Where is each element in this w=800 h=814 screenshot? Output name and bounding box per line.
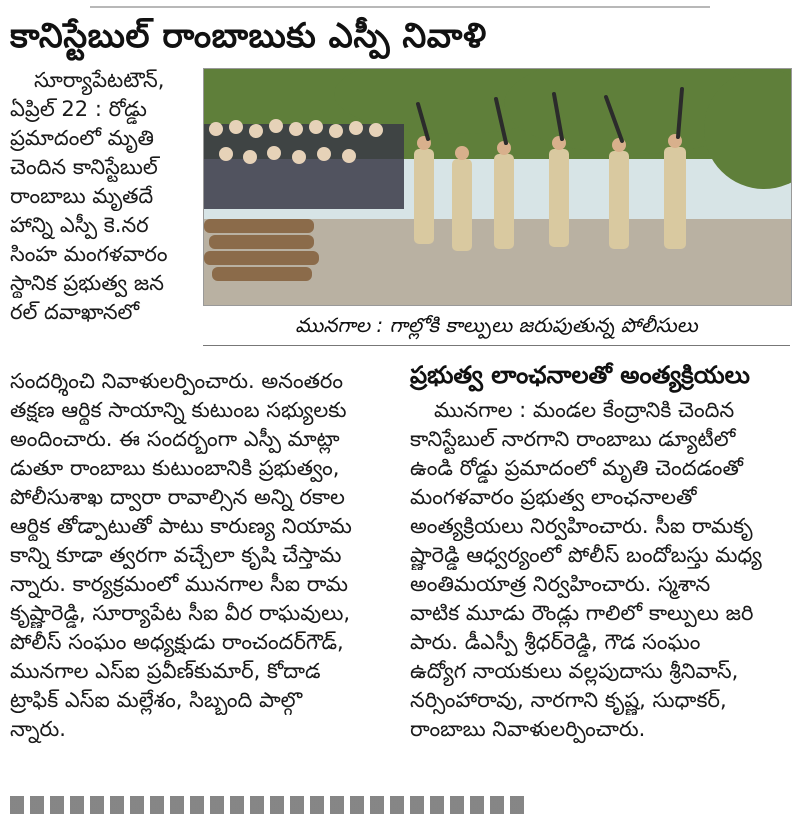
right-line: ఉద్యోగ నాయకులు వల్లపుదాసు శ్రీనివాస్,: [410, 659, 739, 683]
intro-column: [10, 66, 198, 327]
left-line: సందర్శించి నివాళులర్పించారు. అనంతరం: [10, 369, 344, 393]
left-line: న్నారు. కార్యక్రమంలో మునగాల సీఐ రామ: [10, 572, 349, 596]
headline: కానిస్టేబుల్ రాంబాబుకు ఎస్పీ నివాళి: [10, 16, 487, 56]
intro-line: ప్రమాదంలో మృతి: [10, 126, 154, 150]
right-line: ష్ణారెడ్డి ఆధ్వర్యంలో పోలీస్ బందోబస్తు మధ్య: [410, 543, 762, 567]
left-line: పోలీస్ సంఘం అధ్యక్షుడు రాంచందర్‌గౌడ్,: [10, 630, 344, 654]
clipped-next-headline: [0, 796, 800, 814]
intro-line: ఏప్రిల్ 22 : రోడ్డు: [10, 97, 147, 121]
subheadline: ప్రభుత్వ లాంఛనాలతో అంత్యక్రియలు: [410, 361, 750, 389]
left-line: కాన్ని కూడా త్వరగా వచ్చేలా కృషి చేస్తామ: [10, 543, 342, 567]
left-line: కృష్ణారెడ్డి, సూర్యాపేట సీఐ వీర రాఘవులు,: [10, 601, 351, 625]
right-line: కానిస్టేబుల్ నారగాని రాంబాబు డ్యూటీలో: [410, 427, 736, 451]
intro-line: చెందిన కానిస్టేబుల్: [10, 155, 158, 179]
intro-line: సింహ మంగళవారం: [10, 242, 168, 266]
left-line: డుతూ రాంబాబు కుటుంబానికి ప్రభుత్వం,: [10, 456, 340, 480]
intro-line: హాన్ని ఎస్పీ కె.నర: [10, 213, 149, 237]
right-article-column: [410, 396, 790, 744]
intro-line: రాంబాబు మృతదే: [10, 184, 154, 208]
right-line: నర్సింహారావు, నారగాని కృష్ణ, సుధాకర్,: [410, 688, 727, 712]
left-line: ఆర్థిక తోడ్పాటుతో పాటు కారుణ్య నియామ: [10, 514, 352, 538]
left-line: న్నారు.: [10, 717, 66, 741]
photo-caption: మునగాల : గాల్లోకి కాల్పులు జరుపుతున్న పోలీసులు: [295, 313, 698, 337]
photo-illustration: [204, 69, 791, 305]
right-line: మునగాల : మండల కేంద్రానికి చెందిన: [434, 398, 735, 422]
news-photo: [203, 68, 792, 306]
caption-divider: [203, 345, 790, 346]
left-line: తక్షణ ఆర్థిక సాయాన్ని కుటుంబ సభ్యులకు: [10, 398, 347, 422]
intro-line: రల్ దవాఖానలో: [10, 300, 140, 324]
left-line: పోలీసుశాఖ ద్వారా రావాల్సిన అన్ని రకాల: [10, 485, 345, 509]
right-line: రాంబాబు నివాళులర్పించారు.: [410, 717, 646, 741]
clipped-previous-headline: [0, 0, 800, 8]
right-line: వాటిక మూడు రౌండ్లు గాలిలో కాల్పులు జరి: [410, 601, 754, 625]
intro-line: స్థానిక ప్రభుత్వ జన: [10, 271, 164, 295]
right-line: పారు. డీఎస్పీ శ్రీధర్‌రెడ్డి, గౌడ సంఘం: [410, 630, 701, 654]
left-article-column: [10, 367, 395, 744]
left-line: ట్రాఫిక్ ఎస్ఐ మల్లేశం, సిబ్బంది పాల్గొ: [10, 688, 303, 712]
right-line: అంత్యక్రియలు నిర్వహించారు. సీఐ రామకృ: [410, 514, 753, 538]
right-line: అంతిమయాత్ర నిర్వహించారు. స్మశాన: [410, 572, 711, 596]
left-line: అందించారు. ఈ సందర్భంగా ఎస్పీ మాట్లా: [10, 427, 340, 451]
intro-line: సూర్యాపేటటౌన్,: [34, 68, 165, 92]
right-line: మంగళవారం ప్రభుత్వ లాంఛనాలతో: [410, 485, 697, 509]
left-line: మునగాల ఎస్ఐ ప్రవీణ్‌కుమార్, కోదాడ: [10, 659, 321, 683]
right-line: ఉండి రోడ్డు ప్రమాదంలో మృతి చెందడంతో: [410, 456, 743, 480]
